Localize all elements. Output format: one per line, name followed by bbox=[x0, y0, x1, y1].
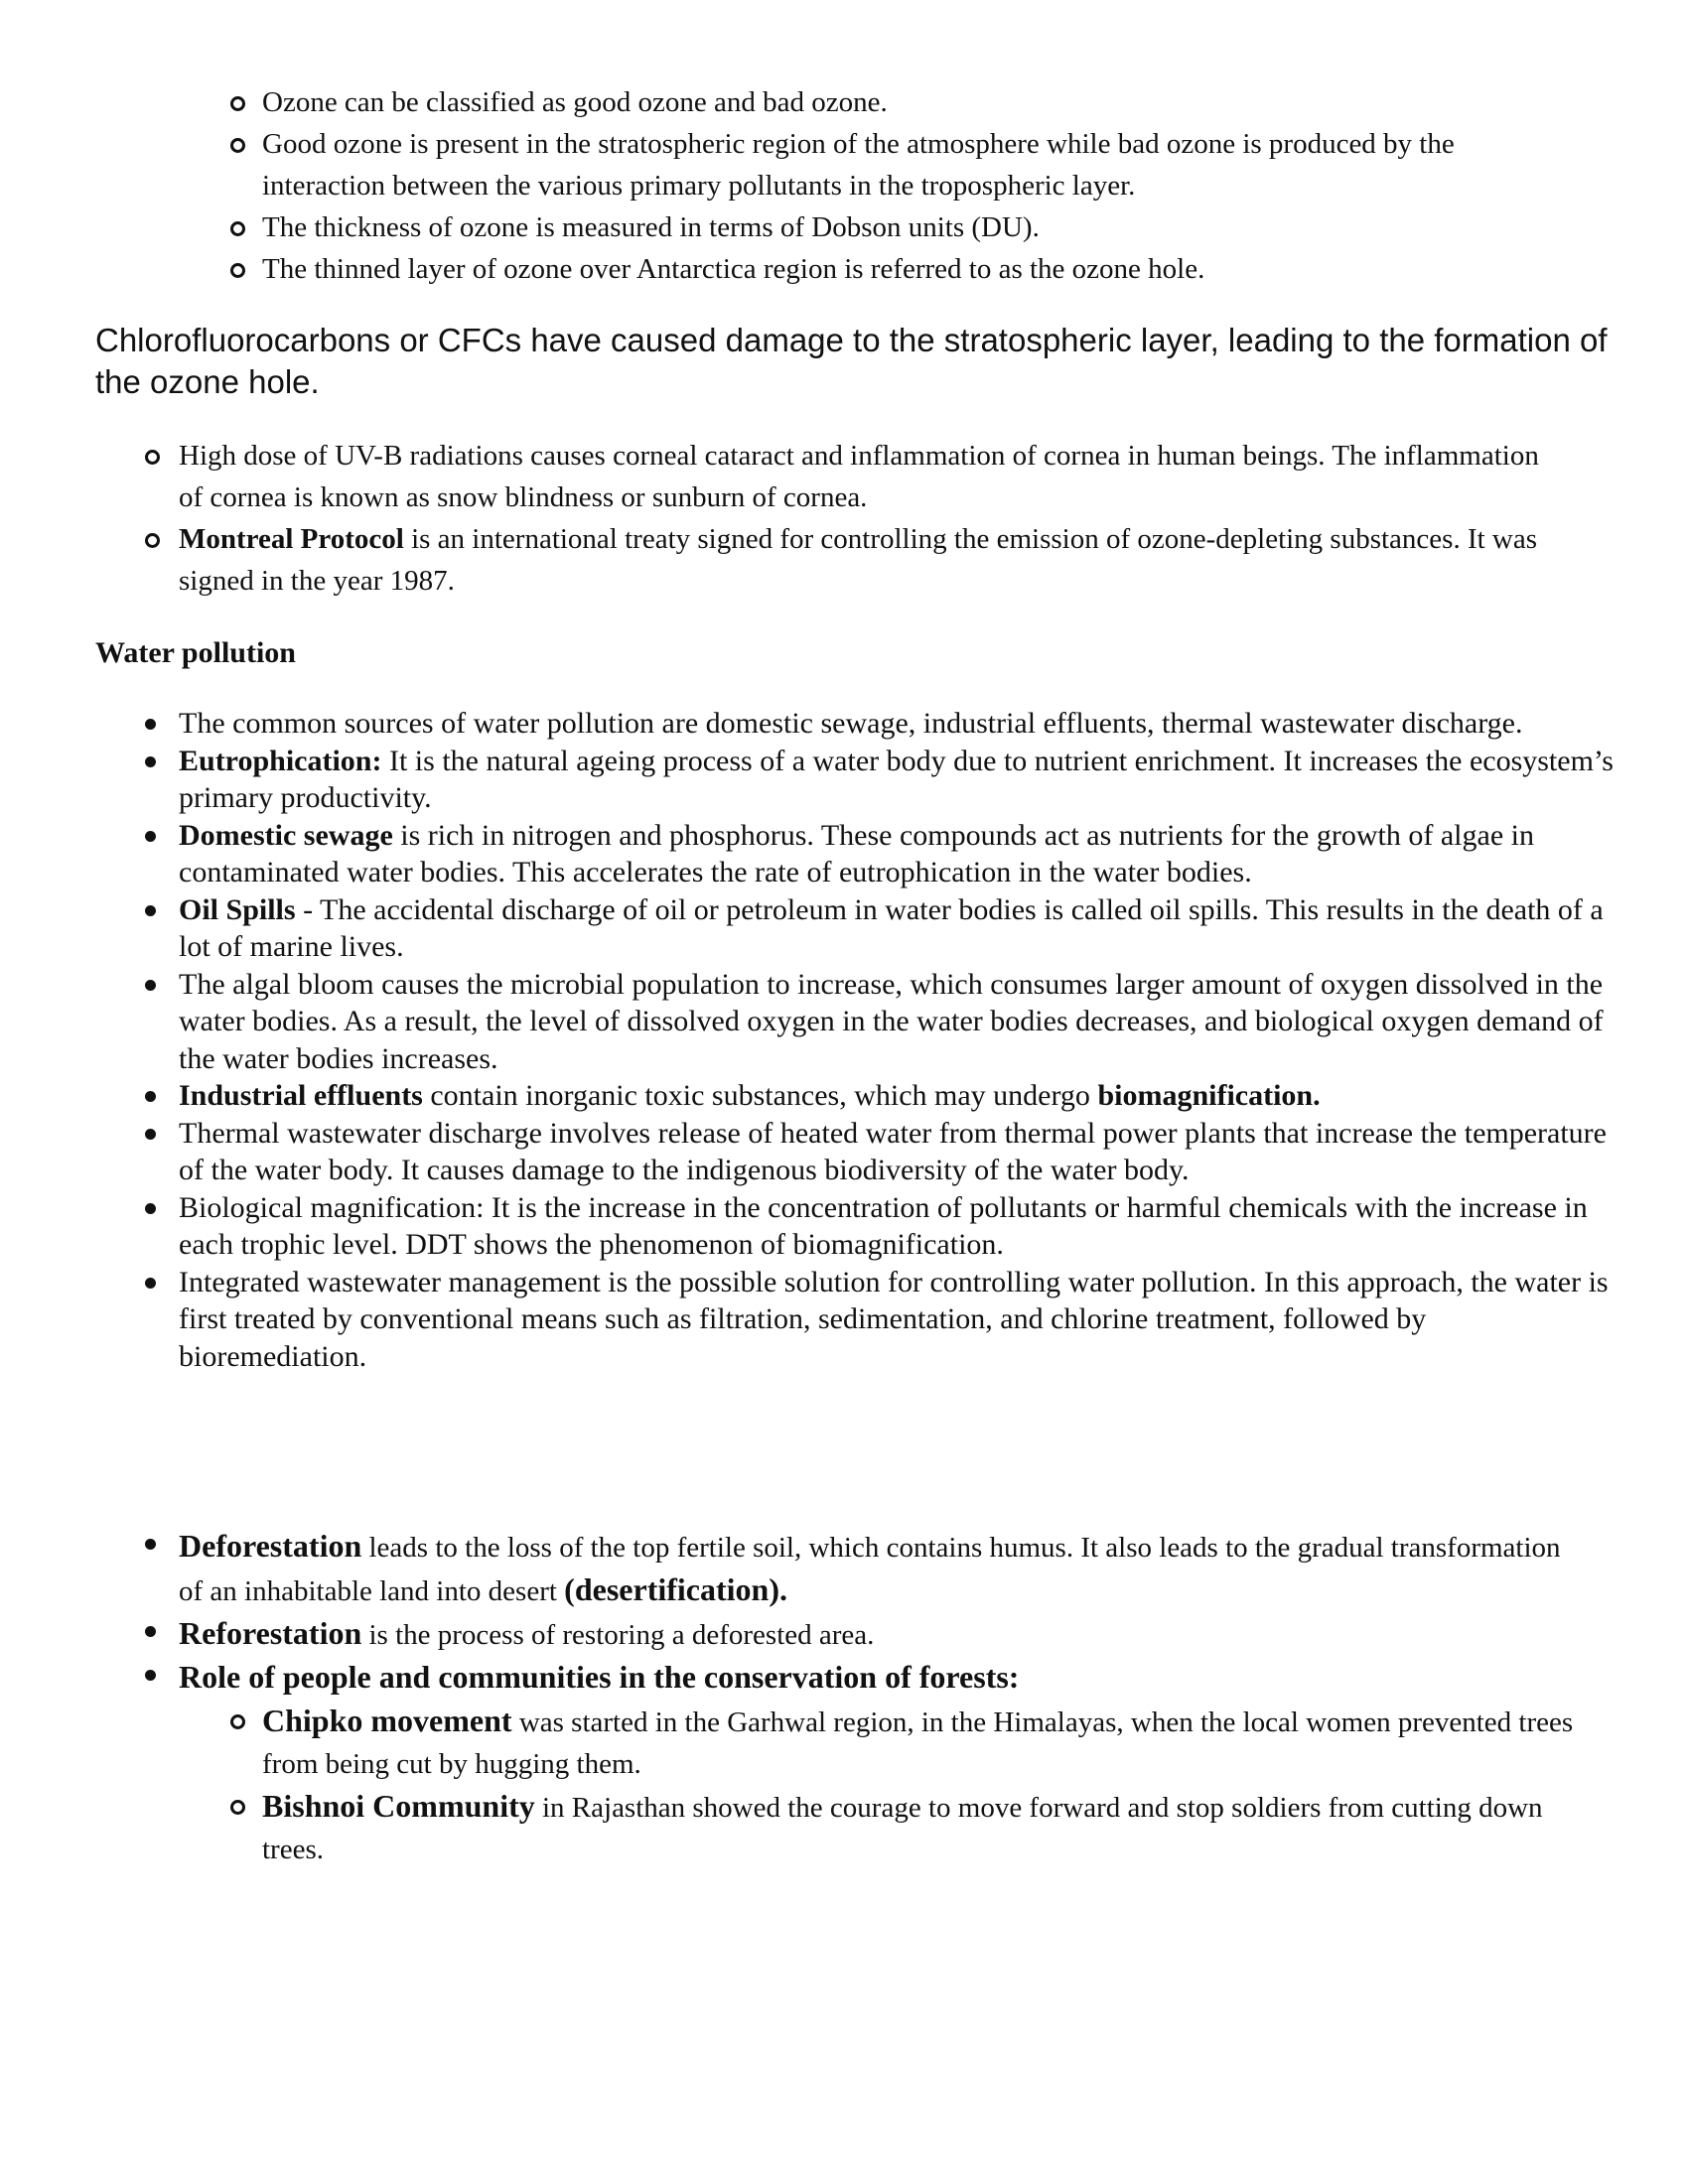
uv-effects-list bbox=[179, 435, 1569, 602]
montreal-protocol-term: Montreal Protocol bbox=[179, 523, 404, 555]
list-item: The thinned layer of ozone over Antarctica region is referred to as the ozone hole. bbox=[262, 248, 1583, 290]
list-item: Biological magnification: It is the increase in the concentration of pollutants or harmful chemicals with the increase in each trophic level. DDT shows the phenomenon of biomagnification. bbox=[179, 1189, 1614, 1264]
list-item: Oil Spills - The accidental discharge of oil or petroleum in water bodies is called oil spills. This results in the death of a lot of marine lives. bbox=[179, 891, 1614, 966]
list-item: Chipko movement was started in the Garhwal region, in the Himalayas, when the local women prevented trees from being cut by hugging them. bbox=[262, 1700, 1589, 1785]
list-item: The common sources of water pollution are domestic sewage, industrial effluents, thermal wastewater discharge. bbox=[179, 705, 1614, 743]
list-item: Deforestation leads to the loss of the top fertile soil, which contains humus. It also leads to the gradual transformation of an inhabitable land into desert (desertification). bbox=[179, 1525, 1589, 1612]
list-item: Role of people and communities in the conservation of forests: Chipko movement was started in the Garhwal region, in the Himalayas, when the local women prevented trees from being cut by hugging them. Bishnoi Community in Rajasthan showed the courage to move forward and stop soldiers from cutting down trees. bbox=[179, 1656, 1589, 1870]
list-item: Integrated wastewater management is the possible solution for controlling water pollution. In this approach, the water is first treated by conventional means such as filtration, sedimentation, and chlorine treatment, followed by bioremediation. bbox=[179, 1264, 1614, 1376]
list-item: Montreal Protocol is an international treaty signed for controlling the emission of ozone-depleting substances. It was signed in the year 1987. bbox=[179, 518, 1569, 602]
communities-sub-list bbox=[262, 1700, 1589, 1870]
list-item: The algal bloom causes the microbial population to increase, which consumes larger amount of oxygen dissolved in the water bodies. As a result, the level of dissolved oxygen in the water bodies decreases, and biological oxygen demand of the water bodies increases. bbox=[179, 966, 1614, 1078]
water-pollution-list bbox=[179, 705, 1614, 1375]
list-item: Thermal wastewater discharge involves release of heated water from thermal power plants that increase the temperature of the water body. It causes damage to the indigenous biodiversity of the water body. bbox=[179, 1115, 1614, 1189]
list-item: The thickness of ozone is measured in terms of Dobson units (DU). bbox=[262, 206, 1583, 248]
list-item: Domestic sewage is rich in nitrogen and phosphorus. These compounds act as nutrients for the growth of algae in contaminated water bodies. This accelerates the rate of eutrophication in the water bodies. bbox=[179, 817, 1614, 891]
ozone-facts-list bbox=[262, 81, 1583, 290]
list-item: Good ozone is present in the stratospheric region of the atmosphere while bad ozone is produced by the interaction between the various primary pollutants in the tropospheric layer. bbox=[262, 123, 1583, 206]
list-item: Ozone can be classified as good ozone and bad ozone. bbox=[262, 81, 1583, 123]
list-item: Eutrophication: It is the natural ageing process of a water body due to nutrient enrichment. It increases the ecosystem’s primary productivity. bbox=[179, 743, 1614, 817]
section-heading-water-pollution: Water pollution bbox=[95, 636, 296, 669]
list-item: Industrial effluents contain inorganic toxic substances, which may undergo biomagnification. bbox=[179, 1077, 1614, 1115]
cfc-paragraph: Chlorofluorocarbons or CFCs have caused damage to the stratospheric layer, leading to the formation of the ozone hole. bbox=[95, 322, 1608, 400]
list-item: Reforestation is the process of restoring a deforested area. bbox=[179, 1612, 1589, 1656]
list-item: High dose of UV-B radiations causes corneal cataract and inflammation of cornea in human beings. The inflammation of cornea is known as snow blindness or sunburn of cornea. bbox=[179, 435, 1569, 518]
forest-conservation-list bbox=[179, 1525, 1589, 1870]
list-item: Bishnoi Community in Rajasthan showed the courage to move forward and stop soldiers from cutting down trees. bbox=[262, 1785, 1589, 1870]
